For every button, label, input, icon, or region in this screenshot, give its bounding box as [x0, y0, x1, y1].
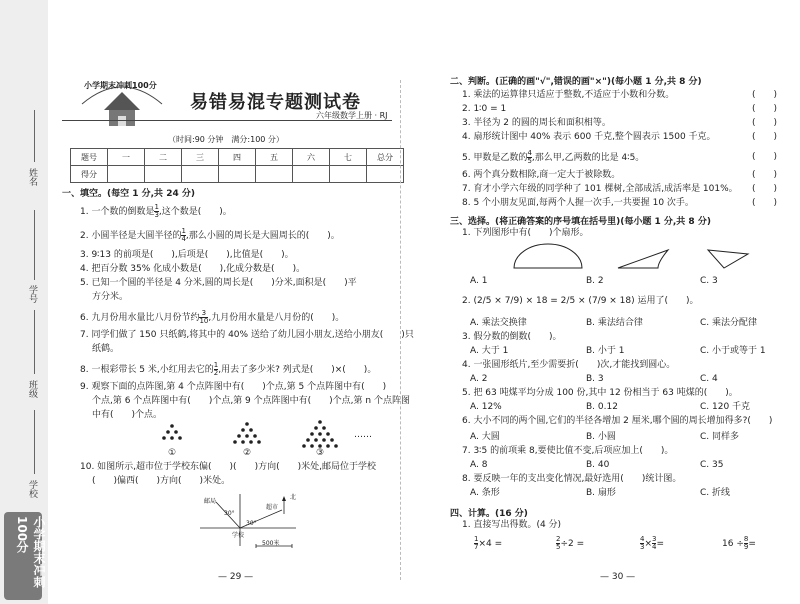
- s2-item-7: 7. 育才小学六年级的同学种了 101 棵树,全部成活,成活率是 101%。: [462, 184, 738, 194]
- frac-den: 3: [154, 211, 159, 219]
- s3-q3: 3. 假分数的倒数( )。: [462, 332, 562, 342]
- frac-num: 1: [213, 361, 219, 369]
- s1-q8-text: 8. 一根彩带长 5 米,小红用去它的: [80, 365, 214, 375]
- s3-q5-opt-b: B. 0.12: [586, 402, 618, 412]
- frac-den: 9: [743, 543, 749, 551]
- s1-q6-end: ,九月份用水量是八月份的( )。: [208, 313, 345, 323]
- frac-den: 4: [181, 235, 186, 243]
- s3-q2: 2. (2/5 × 7/9) × 18 = 2/5 × (7/9 × 18) 运用了( )。: [462, 296, 699, 306]
- map-scale: 500米: [262, 540, 280, 547]
- s1-q5b: 方分米。: [92, 292, 129, 302]
- map-angle-2: 30°: [246, 520, 257, 527]
- s2-item-8: 8. 5 个小朋友见面,每两个人握一次手,一共要握 10 次手。: [462, 198, 694, 208]
- s1-q1-text: 1. 一个数的倒数是: [80, 207, 155, 217]
- name-label: 姓名: [27, 168, 37, 186]
- frac-num: 1: [181, 227, 186, 235]
- s1-q4: 4. 把百分数 35% 化成小数是( ),化成分数是( )。: [80, 264, 306, 274]
- grade-subtitle: 六年级数学上册 · RJ: [316, 111, 388, 120]
- brand-badge: [4, 512, 46, 600]
- s2-item-4: 4. 扇形统计图中 40% 表示 600 千克,整个圆表示 1500 千克。: [462, 132, 716, 142]
- dot-pattern-2: [233, 422, 261, 444]
- score-header-cell: 总分: [367, 149, 404, 166]
- s3-q4-opt-c: C. 4: [700, 374, 718, 384]
- s2-answer-7[interactable]: ( ): [752, 184, 778, 194]
- score-cell[interactable]: [367, 166, 404, 183]
- map-school: 学校: [232, 532, 245, 539]
- dot-label-1: ①: [168, 448, 177, 458]
- s1-q8-end: ,用去了多少米? 列式是( )×( )。: [218, 365, 377, 375]
- s2-item-2: 2. 1∶0 = 1: [462, 104, 507, 114]
- s3-q3-opt-a: A. 大于 1: [470, 346, 509, 356]
- map-north: 北: [290, 494, 297, 501]
- score-cell[interactable]: [108, 166, 145, 183]
- s3-q2-opt-a: A. 乘法交换律: [470, 318, 527, 328]
- score-header-cell: 五: [256, 149, 293, 166]
- s2-item-6: 6. 两个真分数相除,商一定大于被除数。: [462, 170, 621, 180]
- section3-title: 三、选择。(将正确答案的序号填在括号里)(每小题 1 分,共 8 分): [450, 217, 711, 227]
- s3-q1-opt-b: B. 2: [586, 276, 604, 286]
- s3-q7-opt-a: A. 8: [470, 460, 488, 470]
- s3-q1: 1. 下列图形中有( )个扇形。: [462, 228, 589, 238]
- s2-item-3: 3. 半径为 2 的圆的周长和面积相等。: [462, 118, 611, 128]
- binding-strip: [0, 0, 48, 604]
- map-market: 超市: [266, 504, 279, 511]
- time-score: （时间:90 分钟 满分:100 分）: [168, 135, 284, 144]
- brand-text: 小学期末冲刺100分: [15, 516, 46, 588]
- s1-q10b: ( )偏西( )方向( )米处。: [92, 476, 231, 486]
- page-number-left: — 29 —: [218, 572, 254, 582]
- section4-title: 四、计算。(16 分): [450, 509, 528, 519]
- score-cell[interactable]: [256, 166, 293, 183]
- school-line: [34, 410, 35, 474]
- s3-q5-opt-a: A. 12%: [470, 402, 502, 412]
- s2-answer-3[interactable]: ( ): [752, 118, 778, 128]
- score-cell[interactable]: [182, 166, 219, 183]
- s2-answer-2[interactable]: ( ): [752, 104, 778, 114]
- score-header-row: [71, 149, 404, 166]
- score-table: [70, 148, 404, 183]
- id-label: 学号: [27, 285, 37, 303]
- dot-pattern-1: [162, 424, 182, 440]
- s1-q1-end: ,这个数是( )。: [158, 207, 232, 217]
- frac-num: 4: [640, 535, 645, 543]
- calc3-rest: =: [656, 539, 665, 549]
- frac-den: 2: [213, 369, 219, 377]
- s4-q1: 1. 直接写出得数。(4 分): [462, 520, 562, 530]
- s3-q1-opt-a: A. 1: [470, 276, 488, 286]
- s1-q9a: 9. 观察下面的点阵图,第 4 个点阵图中有( )个点,第 5 个点阵图中有( ): [80, 382, 387, 392]
- s3-q2-opt-b: B. 乘法结合律: [586, 318, 643, 328]
- score-cell[interactable]: [219, 166, 256, 183]
- s2-answer-4[interactable]: ( ): [752, 132, 778, 142]
- s1-q6: [80, 310, 344, 325]
- s2-item-5-end: ,那么甲,乙两数的比是 4∶5。: [531, 153, 645, 163]
- s1-q2-text: 2. 小圆半径是大圆半径的: [80, 231, 182, 241]
- s3-q6-opt-b: B. 小圆: [586, 432, 616, 442]
- s1-q8: [80, 362, 376, 377]
- section2-title: 二、判断。(正确的画"√",错误的画"×")(每小题 1 分,共 8 分): [450, 77, 702, 87]
- s3-q6: 6. 大小不同的两个圆,它们的半径各增加 2 厘米,哪个圆的周长增加得多?( ): [462, 416, 773, 426]
- s1-q9c: 中有( )个点。: [92, 410, 163, 420]
- calc-expr-2: [556, 536, 584, 551]
- s1-q1: [80, 204, 232, 219]
- calc4-pre: 16 ÷: [722, 539, 744, 549]
- frac-den: 7: [474, 543, 479, 551]
- calc-expr-1: [474, 536, 502, 551]
- score-value-row: [71, 166, 404, 183]
- s2-item-5: [462, 150, 644, 165]
- logo: [74, 74, 170, 132]
- score-header-cell: 一: [108, 149, 145, 166]
- s3-q6-opt-a: A. 大圆: [470, 432, 500, 442]
- frac-num: 2: [556, 535, 561, 543]
- dot-ellipsis: ……: [354, 430, 372, 440]
- score-header-cell: 题号: [71, 149, 108, 166]
- frac-den: 3: [640, 543, 645, 551]
- s1-q10a: 10. 如图所示,超市位于学校东偏( )( )方向( )米处,邮局位于学校: [80, 462, 376, 472]
- id-line: [34, 210, 35, 280]
- s3-q5: 5. 把 63 吨煤平均分成 100 份,其中 12 份相当于 63 吨煤的( )。: [462, 388, 738, 398]
- s3-q8: 8. 要反映一年的支出变化情况,最好选用( )统计图。: [462, 474, 682, 484]
- logo-text: 小学期末冲刺100分: [84, 81, 157, 90]
- score-header-cell: 二: [145, 149, 182, 166]
- calc-expr-3: [640, 536, 664, 551]
- s2-answer-1[interactable]: ( ): [752, 90, 778, 100]
- score-header-cell: 六: [293, 149, 330, 166]
- frac-den: 5: [527, 157, 532, 165]
- class-line: [34, 310, 35, 374]
- dot-pattern-3: [302, 420, 338, 448]
- calc4-rest: =: [748, 539, 756, 549]
- school-label: 学校: [27, 480, 37, 498]
- s1-q7a: 7. 同学们做了 150 只纸鹤,将其中的 40% 送给了幼儿园小朋友,送给小朋友( )只: [80, 330, 414, 340]
- s1-q3: 3. 9∶13 的前项是( ),后项是( ),比值是( )。: [80, 250, 294, 260]
- score-cell[interactable]: [293, 166, 330, 183]
- s3-q7-opt-c: C. 35: [700, 460, 724, 470]
- s3-q8-opt-c: C. 折线: [700, 488, 731, 498]
- s3-q1-opt-c: C. 3: [700, 276, 718, 286]
- frac-den: 5: [556, 543, 561, 551]
- frac-num: 8: [743, 535, 749, 543]
- score-cell[interactable]: [330, 166, 367, 183]
- s2-answer-5[interactable]: ( ): [752, 152, 778, 162]
- calc1-rest: ×4 =: [478, 539, 503, 549]
- name-line: [34, 110, 35, 162]
- frac-num: 1: [474, 535, 479, 543]
- frac-num: 3: [652, 535, 657, 543]
- s3-q5-opt-c: C. 120 千克: [700, 402, 751, 412]
- dot-pattern-figure: [150, 420, 380, 450]
- dot-label-2: ②: [243, 448, 252, 458]
- calc-expr-4: [722, 536, 756, 551]
- s3-q3-opt-c: C. 小于或等于 1: [700, 346, 766, 356]
- page-divider: [400, 80, 401, 580]
- score-cell[interactable]: [145, 166, 182, 183]
- s1-q2: [80, 228, 340, 243]
- frac-num: 4: [527, 149, 532, 157]
- dot-label-3: ③: [316, 448, 325, 458]
- frac-num: 3: [199, 310, 208, 318]
- s2-item-1: 1. 乘法的运算律只适应于整数,不适应于小数和分数。: [462, 90, 675, 100]
- sector-shapes-icon: [508, 240, 768, 272]
- frac-den: 10: [199, 317, 209, 325]
- score-row-label: 得分: [71, 166, 108, 183]
- s3-q8-opt-a: A. 条形: [470, 488, 500, 498]
- s1-q9b: 个点,第 6 个点阵图中有( )个点,第 9 个点阵图中有( )个点,第 n 个点阵图: [92, 396, 410, 406]
- calc3-op: ×: [644, 539, 653, 549]
- s1-q6-text: 6. 九月份用水量比八月份节约: [80, 313, 200, 323]
- s3-q4-opt-b: B. 3: [586, 374, 604, 384]
- section1-title: 一、填空。(每空 1 分,共 24 分): [62, 189, 195, 199]
- calc2-rest: ÷2 =: [560, 539, 585, 549]
- map-post: 邮局: [204, 498, 217, 505]
- score-header-cell: 四: [219, 149, 256, 166]
- s3-q4-opt-a: A. 2: [470, 374, 488, 384]
- page-number-right: — 30 —: [600, 572, 636, 582]
- frac-den: 4: [652, 543, 657, 551]
- s1-q5a: 5. 已知一个圆的半径是 4 分米,圆的周长是( )分米,面积是( )平: [80, 278, 357, 288]
- s3-q7-opt-b: B. 40: [586, 460, 610, 470]
- s3-q6-opt-c: C. 同样多: [700, 432, 740, 442]
- s3-q3-opt-b: B. 小于 1: [586, 346, 625, 356]
- score-header-cell: 七: [330, 149, 367, 166]
- s1-q7b: 纸鹤。: [92, 344, 120, 354]
- map-angle-1: 30°: [224, 510, 235, 517]
- s3-q7: 7. 3∶5 的前项乘 8,要使比值不变,后项应加上( )。: [462, 446, 674, 456]
- score-header-cell: 三: [182, 149, 219, 166]
- frac-num: 1: [154, 203, 159, 211]
- page-title: 易错易混专题测试卷: [190, 92, 361, 113]
- s2-answer-8[interactable]: ( ): [752, 198, 778, 208]
- s3-q8-opt-b: B. 扇形: [586, 488, 616, 498]
- class-label: 班级: [27, 380, 37, 398]
- s3-q4: 4. 一张圆形纸片,至少需要折( )次,才能找到圆心。: [462, 360, 676, 370]
- s1-q2-end: ,那么小圆的周长是大圆周长的( )。: [185, 231, 340, 241]
- s2-answer-6[interactable]: ( ): [752, 170, 778, 180]
- s2-item-5-text: 5. 甲数是乙数的: [462, 153, 528, 163]
- s3-q2-opt-c: C. 乘法分配律: [700, 318, 758, 328]
